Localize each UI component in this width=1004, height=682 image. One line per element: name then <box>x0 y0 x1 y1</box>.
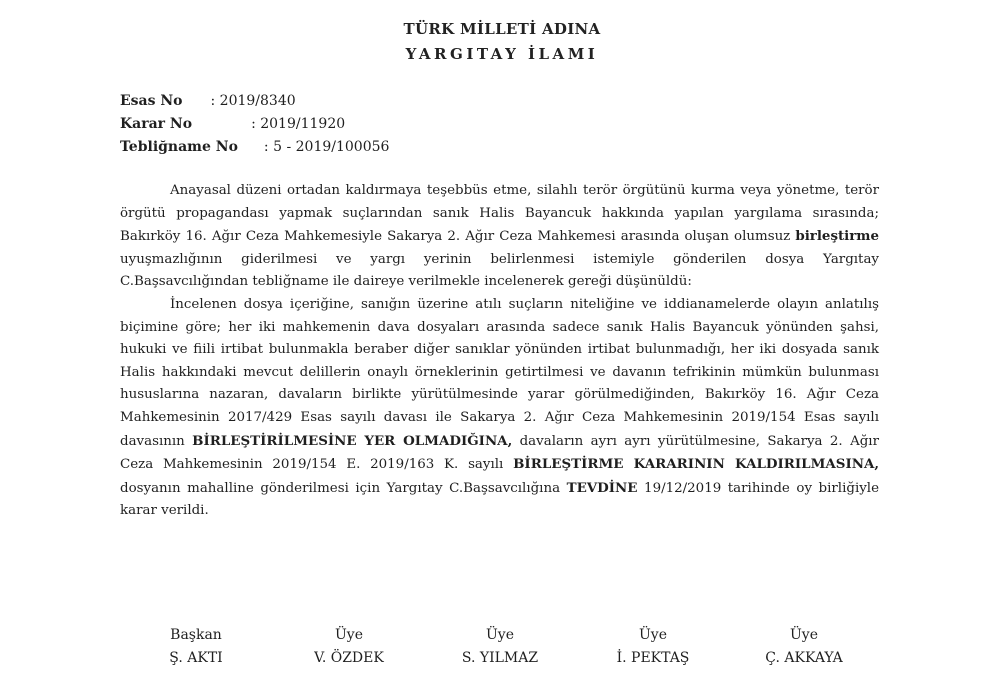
signature-president <box>121 624 271 670</box>
paragraph-2-text-g: 19/12/2019 tarihinde oy birliğiyle karar verildi. <box>120 480 880 519</box>
signature-name: Ş. AKTI <box>169 650 223 666</box>
paragraph-2-text-c: davaların ayrı ayrı yürütülmesine, Sakarya 2. Ağır Ceza Mahkemesinin 2019/154 E. 2019/163 K. sayılı <box>120 433 879 473</box>
paragraph-ruling <box>120 294 879 523</box>
paragraph-2-text-e: dosyanın mahalline gönderilmesi için Yargıtay C.Başsavcılığına <box>120 480 567 496</box>
signature-block <box>0 624 1004 674</box>
esas-no-value: : 2019/8340 <box>210 93 296 109</box>
paragraph-request <box>120 180 879 294</box>
paragraph-2-bold-lift-merger: BİRLEŞTİRME KARARININ KALDIRILMASINA, <box>513 456 880 473</box>
esas-no-row <box>120 90 389 113</box>
karar-no-row <box>120 113 389 136</box>
signature-member-2 <box>425 624 575 670</box>
paragraph-1-text-a: Anayasal düzeni ortadan kaldırmaya teşebbüs etme, silahlı terör örgütünü kurma veya yönetme, terör örgütü propagandası yapmak suçlarından sanık Halis Bayancuk hakkında yapılan yargılama sırasında; Bakırköy 16. Ağır Ceza Mahkemesiyle Sakarya 2. Ağır Ceza Mahkemesi arasında oluşan olumsuz <box>120 183 879 245</box>
signature-member-1 <box>274 624 424 670</box>
document-heading-title: YARGITAY İLAMI <box>405 45 599 63</box>
signature-role: Üye <box>790 627 818 643</box>
paragraph-2-text-a: İncelenen dosya içeriğine, sanığın üzerine atılı suçların niteliğine ve iddianamelerde olayın anlatılış biçimine göre; her iki mahkemenin dava dosyaları arasında sadece sanık Halis Bayancuk yönünden şahsi, hukuki ve fiili irtibat bulunmakla beraber diğer sanıklar yönünden irtibat bulunmadığı, her iki dosyada sanık Halis hakkındaki mevcut delillerin onaylı örneklerinin getirtilmesi ve davanın tefrikinin mümkün bulunması hususlarına nazaran, davaların birlikte yürütülmesinde yarar görülmediğinden, Bakırköy 16. Ağır Ceza Mahkemesinin 2017/429 Esas sayılı davası ile Sakarya 2. Ağır Ceza Mahkemesinin 2019/154 Esas sayılı davasının <box>120 296 879 449</box>
document-heading-nation: TÜRK MİLLETİ ADINA <box>403 20 601 38</box>
case-meta-block <box>120 90 389 159</box>
esas-no-label: Esas No <box>120 93 183 109</box>
karar-no-label: Karar No <box>120 116 193 132</box>
signature-name: İ. PEKTAŞ <box>616 650 690 666</box>
paragraph-2-bold-no-merger: BİRLEŞTİRİLMESİNE YER OLMADIĞINA, <box>192 432 513 449</box>
paragraph-2-bold-tevdine: TEVDİNE <box>566 479 638 496</box>
signature-role: Başkan <box>170 627 222 643</box>
signature-name: S. YILMAZ <box>461 650 539 666</box>
signature-role: Üye <box>486 627 514 643</box>
signature-role: Üye <box>335 627 363 643</box>
karar-no-value: : 2019/11920 <box>251 116 346 132</box>
paragraph-1-text-c: uyuşmazlığının giderilmesi ve yargı yerinin belirlenmesi istemiyle gönderilen dosya Yargıtay C.Başsavcılığından tebliğname ile daireye verilmekle incelenerek gereği düşünüldü: <box>120 251 879 290</box>
signature-name: Ç. AKKAYA <box>765 650 843 666</box>
signature-name: V. ÖZDEK <box>314 650 384 666</box>
tebligname-no-label: Tebliğname No <box>120 139 238 155</box>
signature-member-4 <box>729 624 879 670</box>
signature-member-3 <box>578 624 728 670</box>
paragraph-1-bold-birlestirme: birleştirme <box>795 228 879 245</box>
decision-body <box>120 180 879 523</box>
tebligname-no-row <box>120 136 389 159</box>
signature-role: Üye <box>639 627 667 643</box>
tebligname-no-value: : 5 - 2019/100056 <box>263 139 390 155</box>
